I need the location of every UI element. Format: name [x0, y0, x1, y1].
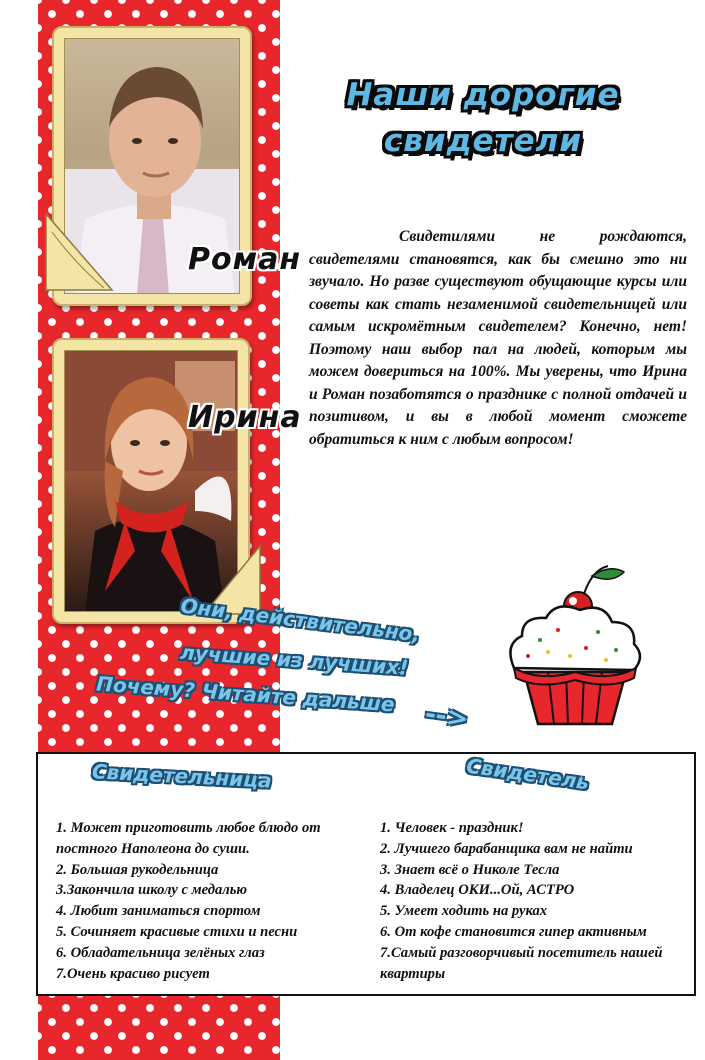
- irina-photo-frame: [52, 338, 250, 624]
- slogan-line-1: Они, действительно,: [179, 593, 422, 647]
- slogan-line-2: лучшие из лучших!: [179, 640, 410, 680]
- best-man-heading: Свидетель: [464, 753, 591, 795]
- photo-corner-decoration: [44, 212, 114, 292]
- list-item: 6. Обладательница зелёных глаз: [56, 944, 265, 961]
- list-item: 5. Сочиняет красивые стихи и песни: [56, 923, 298, 940]
- best-man-facts-list: [380, 818, 692, 984]
- bridesmaid-heading: Свидетельница: [91, 759, 273, 793]
- list-item: 1. Может приготовить любое блюдо от постного Наполеона до суши.: [56, 820, 321, 857]
- list-item: 3.Закончила школу с медалью: [56, 882, 248, 899]
- list-item: 7.Самый разговорчивый посетитель нашей квартиры: [380, 944, 663, 982]
- page-title: [318, 72, 648, 164]
- facts-box: [36, 752, 696, 996]
- list-item: 5. Умеет ходить на руках: [380, 903, 548, 920]
- title-line-2: свидетели: [383, 123, 583, 159]
- irina-name-label: Ирина: [188, 400, 302, 435]
- list-item: 1. Человек - праздник!: [380, 820, 524, 836]
- roman-name-label: Роман: [188, 242, 302, 277]
- list-item: 6. От кофе становится гипер активным: [380, 923, 647, 940]
- intro-paragraph: Свидетилями не рождаются, свидетелями становятся, как бы смешно это ни звучало. Но разве существуют обущающие курсы или советы как стать незаменимой свидетельницей или самым искромётным свидетелем? Конечно, нет! Поэтому наш выбор пал на людей, которым мы можем довериться на 100%. Мы уверены, что Ирина и Роман позаботятся о празднике с полной отдачей и позитивом, и вы в любой момент сможете обратиться к ним с любым вопросом!: [309, 228, 687, 448]
- list-item: 2. Лучшего барабанщика вам не найти: [380, 840, 633, 857]
- list-item: 2. Большая рукодельница: [56, 861, 219, 878]
- title-line-1: Наши дорогие: [346, 77, 620, 113]
- list-item: 4. Любит заниматься спортом: [56, 903, 261, 920]
- list-item: 3. Знает всё о Николе Тесла: [380, 861, 560, 878]
- arrow-icon: -->: [423, 699, 471, 735]
- bridesmaid-facts-list: [56, 818, 380, 984]
- list-item: 4. Владелец ОКИ...Ой, АСТРО: [380, 882, 575, 899]
- list-item: 7.Очень красиво рисует: [56, 965, 210, 982]
- cupcake-icon: [500, 560, 650, 730]
- slogan-line-3: Почему? Читайте дальше: [95, 671, 396, 717]
